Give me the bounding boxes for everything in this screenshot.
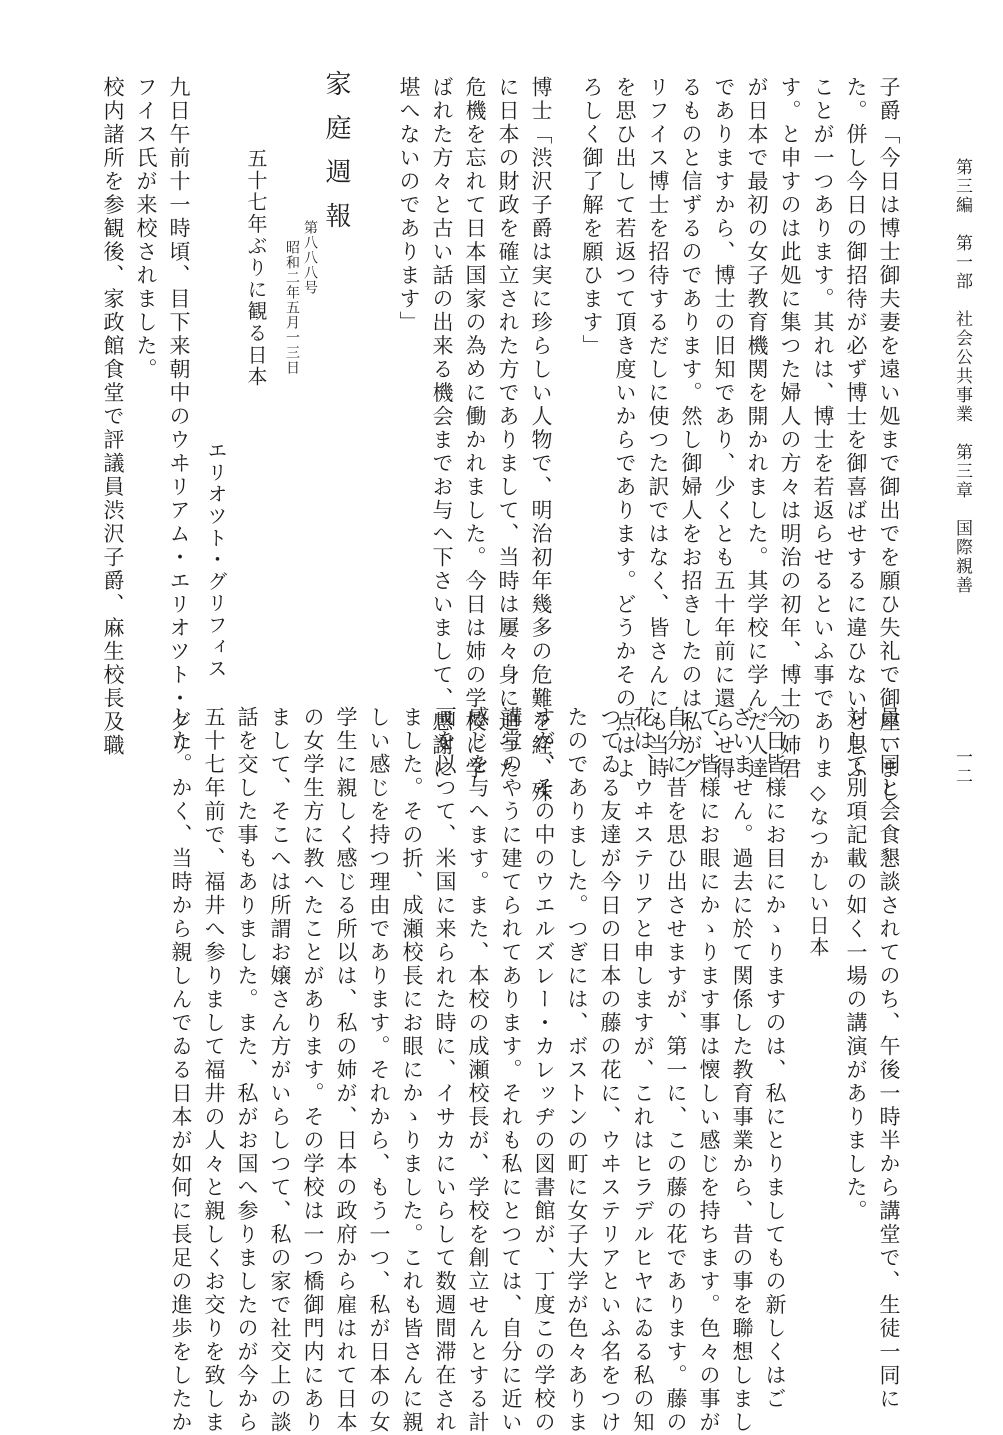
text-line: 今日皆様にお目にかゝりますのは、私にとりましてもの新しくはご	[763, 706, 787, 1411]
text-line: ました。その折、成瀬校長にお眼にかゝりました。これも皆さんに親	[400, 706, 424, 1435]
text-line: ろしく御了解を願ひます」	[580, 76, 604, 358]
text-line: が日本で最初の女子教育機関を開かれました。其学校に学んだ人達	[745, 76, 769, 781]
article-author: エリオツト・グリフィス	[204, 440, 228, 680]
chapter-header: 第三編 第一部 社会公共事業 第三章 国際親善	[952, 158, 972, 595]
text-line: 校内諸所を参観後、家政館食堂で評議員渋沢子爵、麻生校長及職	[101, 76, 125, 758]
text-line: す。と申すのは此処に集つた婦人の方々は明治の初年、博士の姉君	[778, 76, 802, 781]
text-line: まして、そこへは所謂お嬢さん方がいらしつて、私の家で社交上の談	[268, 706, 292, 1435]
text-line: の女学生方に教へたことがあります。その学校は一つ橋御門内にあり	[301, 706, 325, 1435]
text-line: 堪へないのであります」	[397, 76, 421, 335]
text-line: すが、その中のウエルズレー・カレッヂの図書館が、丁度この学校の	[532, 706, 556, 1435]
text-line: 博士「渋沢子爵は実に珍らしい人物で、明治初年幾多の危難を経、殊	[529, 76, 553, 805]
text-line: 感じを与へます。また、本校の成瀬校長が、学校を創立せんとする計	[466, 706, 490, 1435]
text-line: 講堂のやうに建てられてあります。それも私にとつては、自分に近い	[499, 706, 523, 1435]
text-line: 自分に昔を思ひ出させますが、第一に、この藤の花であります。藤の	[664, 706, 688, 1435]
issue-number: 第八八八号	[302, 220, 318, 295]
section-heading: ◇なつかしい日本	[806, 780, 830, 959]
text-line: ばれた方々と古い話の出来る機会までお与へ下さいまして、感謝に	[430, 76, 454, 781]
text-line: 員一同と会食懇談されてのち、午後一時半から講堂で、生徒一同に	[877, 706, 901, 1411]
text-line: した。かく、当時から親しんでゐる日本が如何に長足の進歩をしたか	[169, 706, 193, 1435]
text-line: 五十七年前で、福井へ参りまして福井の人々と親しくお交りを致しま	[202, 706, 226, 1435]
text-line: 学生に親しく感じる所以は、私の姉が、日本の政府から雇はれて日本	[334, 706, 358, 1435]
issue-date: 昭和二年五月一三日	[284, 240, 300, 375]
text-line: つてゐる友達が今日の日本の藤の花に、ウヰステリアといふ名をつけ	[598, 706, 622, 1435]
text-line: でありますから、博士の旧知であり、少くとも五十年前に還らせ得	[712, 76, 736, 781]
text-line: 九日午前十一時頃、目下来朝中のウヰリアム・エリオツト・グリ	[167, 76, 191, 758]
text-line: ことが一つあります。其れは、博士を若返らせるといふ事でありま	[811, 76, 835, 781]
text-line: に日本の財政を確立された方でありまして、当時は屢々身に迫つた	[496, 76, 520, 781]
text-line: を思ひ出して若返つて頂き度いからであります。どうかその点はよ	[613, 76, 637, 781]
article-title: 家庭週報	[321, 70, 351, 246]
text-line: 危機を忘れて日本国家の為めに働かれました。今日は姉の学校に学	[463, 76, 487, 781]
article-subtitle: 五十七年ぶりに観る日本	[244, 148, 268, 388]
text-line: た。併し今日の御招待が必ず博士を御喜ばせするに違ひないと思ふ	[844, 76, 868, 781]
text-line: 話を交した事もありました。また、私がお国へ参りましたのが今から	[235, 706, 259, 1435]
text-line: 子爵「今日は博士御夫妻を遠い処まで御出でを願ひ失礼で御座いまし	[877, 76, 901, 805]
text-line: しい感じを持つ理由であります。それから、もう一つ、私が日本の女	[367, 706, 391, 1435]
text-line: 花は、ウヰステリアと申しますが、これはヒラデルヒヤにゐる私の知	[631, 706, 655, 1435]
text-line: リフイス博士を招待するだしに使つた訳ではなく、皆さんにも当時	[646, 76, 670, 781]
text-line: 画を以つて、米国に来られた時に、イサカにいらして数週間滞在され	[433, 706, 457, 1435]
page-number: 一二	[952, 748, 972, 786]
text-line: 対して別項記載の如く一場の講演がありました。	[844, 706, 868, 1223]
text-line: るものと信ずるのであります。然し御婦人をお招きしたのは私がグ	[679, 76, 703, 781]
text-line: たのでありました。つぎには、ボストンの町に女子大学が色々ありま	[565, 706, 589, 1435]
text-line: て、皆様にお眼にかゝります事は懐しい感じを持ちます。色々の事が	[697, 706, 721, 1435]
text-line: ざいません。過去に於て関係した教育事業から、昔の事を聯想しまし	[730, 706, 754, 1435]
text-line: フイス氏が来校されました。	[134, 76, 158, 382]
